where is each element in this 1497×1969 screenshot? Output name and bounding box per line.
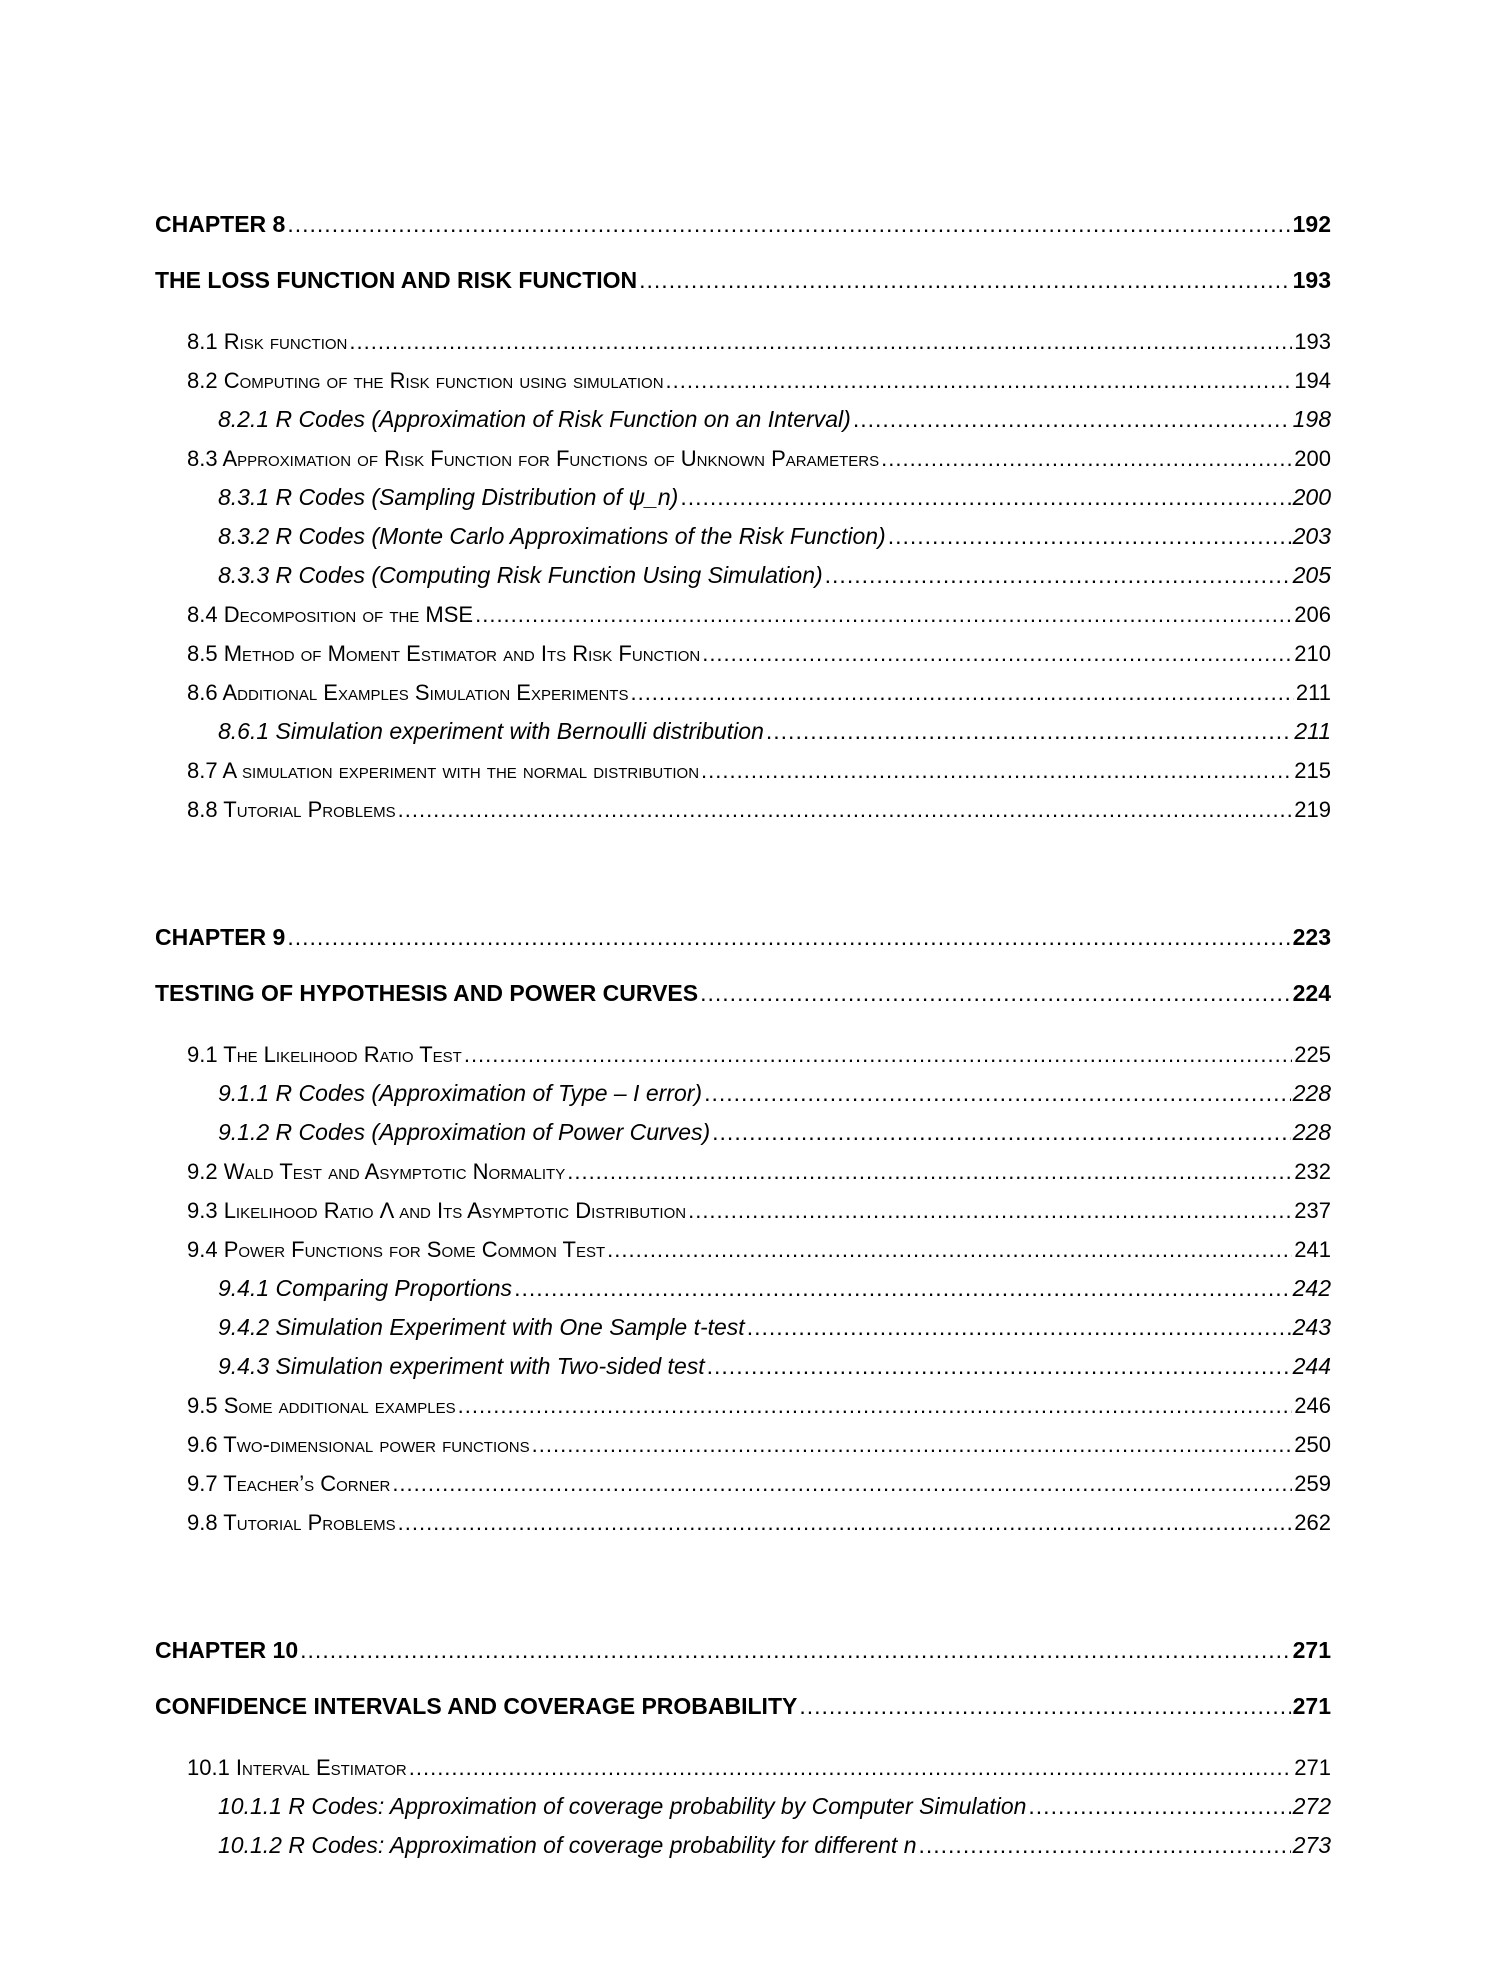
toc-page-number: 203 (1292, 523, 1331, 549)
toc-entry-title: 8.4 Decomposition of the MSE (187, 602, 474, 627)
toc-page-number: 271 (1294, 1755, 1331, 1780)
toc-entry-title: 9.2 Wald Test and Asymptotic Normality (187, 1159, 566, 1184)
toc-section[interactable] (155, 595, 1331, 634)
dot-leader (712, 1113, 1290, 1152)
toc-subsection[interactable] (155, 400, 1331, 439)
toc-subsection[interactable] (155, 1308, 1331, 1347)
toc-subsection[interactable] (155, 1787, 1331, 1826)
toc-section[interactable] (155, 1191, 1331, 1230)
toc-section[interactable] (155, 1425, 1331, 1464)
toc-subsection[interactable] (155, 1113, 1331, 1152)
dot-leader (680, 478, 1290, 517)
dot-leader (532, 1425, 1293, 1464)
toc-section[interactable] (155, 673, 1331, 712)
toc-subsection[interactable] (155, 1826, 1331, 1865)
toc-entry-title: 10.1.2 R Codes: Approximation of coverage probability for different n (218, 1832, 917, 1858)
chapter-title[interactable] (155, 965, 1331, 1021)
toc-entry-title: 9.8 Tutorial Problems (187, 1510, 396, 1535)
dot-leader (287, 909, 1290, 965)
dot-leader (666, 361, 1293, 400)
toc-page-number: 200 (1294, 446, 1331, 471)
toc-entry-title: THE LOSS FUNCTION AND RISK FUNCTION (155, 267, 638, 293)
chapter-heading[interactable] (155, 1622, 1331, 1678)
dot-leader (398, 790, 1293, 829)
dot-leader (881, 439, 1292, 478)
chapter-title[interactable] (155, 252, 1331, 308)
toc-subsection[interactable] (155, 1269, 1331, 1308)
toc-subsection[interactable] (155, 1074, 1331, 1113)
toc-entry-title: 8.3 Approximation of Risk Function for Functions of Unknown Parameters (187, 446, 880, 471)
dot-leader (607, 1230, 1292, 1269)
dot-leader (567, 1152, 1292, 1191)
toc-page-number: 223 (1292, 924, 1331, 950)
toc-page-number: 193 (1292, 267, 1331, 293)
toc-section[interactable] (155, 1230, 1331, 1269)
toc-section[interactable] (155, 790, 1331, 829)
dot-leader (287, 196, 1290, 252)
toc-subsection[interactable] (155, 1347, 1331, 1386)
toc-section[interactable] (155, 1464, 1331, 1503)
toc-page-number: 211 (1295, 680, 1331, 705)
toc-entry-title: 9.4 Power Functions for Some Common Test (187, 1237, 606, 1262)
toc-section[interactable] (155, 751, 1331, 790)
toc-entry-title: CHAPTER 10 (155, 1637, 299, 1663)
dot-leader (349, 322, 1292, 361)
toc-entry-title: 8.6.1 Simulation experiment with Bernoulli distribution (218, 718, 764, 744)
toc-page-number: 192 (1292, 211, 1331, 237)
toc-entry-title: 8.3.2 R Codes (Monte Carlo Approximations of the Risk Function) (218, 523, 886, 549)
dot-leader (700, 965, 1291, 1021)
toc-page-number: 250 (1294, 1432, 1331, 1457)
toc-page-number: 224 (1292, 980, 1331, 1006)
dot-leader (392, 1464, 1292, 1503)
toc-entry-title: 9.4.3 Simulation experiment with Two-sided test (218, 1353, 705, 1379)
toc-entry-title: 9.7 Teacher’s Corner (187, 1471, 391, 1496)
toc-entry-title: TESTING OF HYPOTHESIS AND POWER CURVES (155, 980, 699, 1006)
toc-entry-title: 9.3 Likelihood Ratio Λ and Its Asymptotic Distribution (187, 1198, 687, 1223)
dot-leader (853, 400, 1291, 439)
toc-entry-title: 8.8 Tutorial Problems (187, 797, 396, 822)
chapter-spacer (155, 1542, 1331, 1622)
toc-page-number: 205 (1292, 562, 1331, 588)
dot-leader (630, 673, 1293, 712)
toc-page-number: 241 (1294, 1237, 1331, 1262)
chapter-spacer (155, 829, 1331, 909)
dot-leader (888, 517, 1291, 556)
toc-page-number: 244 (1292, 1353, 1331, 1379)
toc-entry-title: 8.5 Method of Moment Estimator and Its Risk Function (187, 641, 701, 666)
toc-section[interactable] (155, 1503, 1331, 1542)
toc-page-number: 272 (1292, 1793, 1331, 1819)
dot-leader (825, 556, 1291, 595)
heading-spacer (155, 1021, 1331, 1035)
dot-leader (458, 1386, 1293, 1425)
heading-spacer (155, 308, 1331, 322)
toc-entry-title: CONFIDENCE INTERVALS AND COVERAGE PROBABILITY (155, 1693, 798, 1719)
toc-entry-title: 8.3.3 R Codes (Computing Risk Function Using Simulation) (218, 562, 823, 588)
toc-entry-title: 8.6 Additional Examples Simulation Experiments (187, 680, 629, 705)
toc-page-number: 193 (1294, 329, 1331, 354)
toc-entry-title: CHAPTER 9 (155, 924, 286, 950)
toc-section[interactable] (155, 1152, 1331, 1191)
toc-page-number: 219 (1294, 797, 1331, 822)
toc-entry-title: 9.1.2 R Codes (Approximation of Power Curves) (218, 1119, 711, 1145)
chapter-heading[interactable] (155, 909, 1331, 965)
toc-page-number: 237 (1294, 1198, 1331, 1223)
toc-entry-title: 8.2 Computing of the Risk function using simulation (187, 368, 664, 393)
toc-section[interactable] (155, 361, 1331, 400)
toc-page-number: 262 (1294, 1510, 1331, 1535)
toc-section[interactable] (155, 322, 1331, 361)
toc-entry-title: 8.3.1 R Codes (Sampling Distribution of ψ_n) (218, 484, 679, 510)
toc-page-number: 215 (1294, 758, 1331, 783)
toc-page-number: 243 (1292, 1314, 1331, 1340)
toc-section[interactable] (155, 1386, 1331, 1425)
toc-page-number: 242 (1292, 1275, 1331, 1301)
dot-leader (704, 1074, 1291, 1113)
toc-entry-title: 10.1.1 R Codes: Approximation of coverage probability by Computer Simulation (218, 1793, 1027, 1819)
heading-spacer (155, 1734, 1331, 1748)
toc-section[interactable] (155, 1748, 1331, 1787)
toc-page-number: 194 (1294, 368, 1331, 393)
toc-entry-title: 9.6 Two-dimensional power functions (187, 1432, 530, 1457)
toc-page-number: 246 (1294, 1393, 1331, 1418)
toc-entry-title: 10.1 Interval Estimator (187, 1755, 407, 1780)
chapter-title[interactable] (155, 1678, 1331, 1734)
toc-entry-title: 9.4.2 Simulation Experiment with One Sample t-test (218, 1314, 745, 1340)
dot-leader (1028, 1787, 1290, 1826)
toc-page-number: 210 (1294, 641, 1331, 666)
dot-leader (409, 1748, 1293, 1787)
toc-page-number: 273 (1292, 1832, 1331, 1858)
toc-entry-title: 9.1.1 R Codes (Approximation of Type – I error) (218, 1080, 703, 1106)
toc-entry-title: 9.4.1 Comparing Proportions (218, 1275, 513, 1301)
toc-page-number: 228 (1292, 1080, 1331, 1106)
dot-leader (918, 1826, 1290, 1865)
dot-leader (688, 1191, 1292, 1230)
toc-page-number: 198 (1292, 406, 1331, 432)
dot-leader (398, 1503, 1293, 1542)
dot-leader (475, 595, 1292, 634)
dot-leader (747, 1308, 1291, 1347)
dot-leader (707, 1347, 1291, 1386)
toc-page-number: 225 (1294, 1042, 1331, 1067)
dot-leader (514, 1269, 1291, 1308)
toc-page-number: 271 (1292, 1693, 1331, 1719)
chapter-heading[interactable] (155, 196, 1331, 252)
toc-section[interactable] (155, 634, 1331, 673)
toc-page-number: 200 (1292, 484, 1331, 510)
toc-entry-title: CHAPTER 8 (155, 211, 286, 237)
toc-page-number: 259 (1294, 1471, 1331, 1496)
dot-leader (766, 712, 1292, 751)
toc-page-number: 232 (1294, 1159, 1331, 1184)
toc-entry-title: 9.1 The Likelihood Ratio Test (187, 1042, 462, 1067)
toc-page-number: 211 (1294, 718, 1331, 744)
toc-entry-title: 9.5 Some additional examples (187, 1393, 456, 1418)
toc-page-number: 206 (1294, 602, 1331, 627)
toc-subsection[interactable] (155, 712, 1331, 751)
toc-subsection[interactable] (155, 478, 1331, 517)
toc-entry-title: 8.7 A simulation experiment with the normal distribution (187, 758, 700, 783)
toc-section[interactable] (155, 439, 1331, 478)
dot-leader (702, 634, 1292, 673)
dot-leader (639, 252, 1290, 308)
dot-leader (464, 1035, 1292, 1074)
toc-subsection[interactable] (155, 517, 1331, 556)
table-of-contents (155, 196, 1331, 1865)
toc-section[interactable] (155, 1035, 1331, 1074)
dot-leader (799, 1678, 1290, 1734)
dot-leader (300, 1622, 1290, 1678)
toc-page-number: 271 (1292, 1637, 1331, 1663)
toc-entry-title: 8.2.1 R Codes (Approximation of Risk Function on an Interval) (218, 406, 851, 432)
toc-entry-title: 8.1 Risk function (187, 329, 348, 354)
toc-page-number: 228 (1292, 1119, 1331, 1145)
dot-leader (701, 751, 1292, 790)
toc-subsection[interactable] (155, 556, 1331, 595)
